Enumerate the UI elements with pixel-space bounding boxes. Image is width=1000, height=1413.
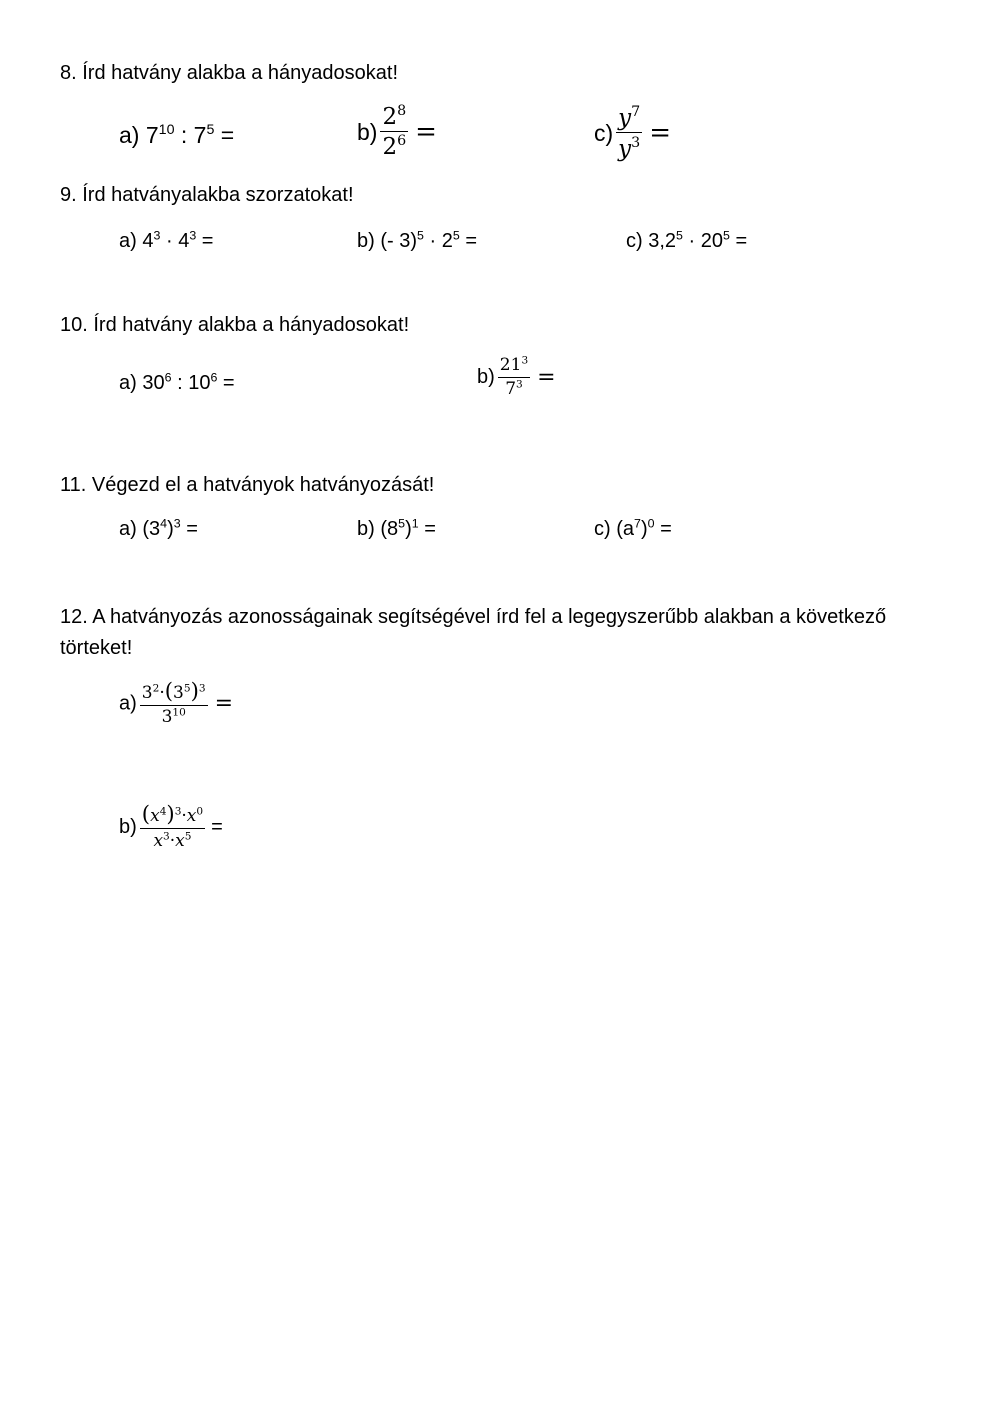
q10-a-eq: = [222,372,235,394]
q12-b-d1-exp: 3 [163,830,170,843]
q8-c-numerator [616,104,642,133]
q12-b-d2-exp: 5 [184,830,192,843]
q10-a-exp1: 6 [164,370,172,385]
q12-a-denominator [160,706,188,728]
q9-c-base1: 3,2 [648,230,677,252]
q8-c-fraction [616,104,642,163]
q8-b-denominator [380,132,408,160]
q12-b-t1-base: x [150,806,160,826]
q11-a-inner-exp: 4 [160,516,168,531]
q10-b-num-exp: 3 [521,354,529,367]
q10-b-fraction [498,356,530,399]
q9-c-exp1: 5 [676,228,683,243]
q8-item-c [594,104,671,163]
q9-c-label: c) [626,230,643,252]
q11-title: 11. Végezd el a hatványok hatványozását! [60,474,435,496]
q10-a-base2: 10 [188,372,211,394]
q10-b-eq: = [537,365,556,391]
q10-b-den-exp: 3 [516,378,523,391]
q12-b-t2-base: x [186,806,197,826]
q10-b-numerator [498,356,530,378]
q11-c-open: (a [616,518,635,540]
q12-a-den-exp: 10 [172,706,186,719]
q12-b-den-dot: · [169,831,176,852]
q10-item-b [477,356,556,399]
q12-b-fraction [140,803,205,852]
q12-a-fraction [140,680,208,728]
q11-a-outer-exp: 3 [173,516,181,531]
q11-b-open: (8 [380,518,399,540]
q12-item-a [119,680,233,728]
q12-a-t2-outer-exp: 3 [198,682,206,695]
q8-c-denominator [616,133,642,162]
q12-b-d1-base: x [153,831,164,852]
q11-c-outer-exp: 0 [647,516,655,531]
q10-a-exp2: 6 [210,370,218,385]
q11-item-a [119,518,198,541]
q12-b-t1-outer-exp: 3 [174,805,182,818]
q9-c-exp2: 5 [723,228,730,243]
q10-a-op: : [177,372,183,394]
q11-c-close: ) [640,518,648,540]
q8-item-b [357,104,437,161]
q8-a-label: a) [119,122,140,148]
q8-b-num-base: 2 [382,104,398,130]
q11-a-label: a) [119,518,137,540]
q9-b-base2: 2 [441,230,453,252]
q11-a-eq: = [186,518,198,540]
q11-item-b [357,518,436,541]
q8-c-num-exp: 7 [631,104,641,121]
q12-a-t1-exp: 2 [152,682,160,695]
q12-a-eq: = [214,691,233,717]
q11-b-close: ) [405,518,412,540]
q11-b-label: b) [357,518,375,540]
q10-title: 10. Írd hatvány alakba a hányadosokat! [60,314,410,336]
q9-c-base2: 20 [700,230,723,252]
q9-c-eq: = [735,230,748,252]
q8-a-base2: 7 [193,122,207,148]
q9-title: 9. Írd hatványalakba szorzatokat! [60,184,354,206]
q10-b-den-base: 7 [505,378,517,399]
q9-b-exp1: 5 [417,228,424,243]
q9-a-exp1: 3 [153,228,161,243]
q12-b-denominator [151,829,193,852]
q12-b-t1-inner-exp: 4 [159,805,167,818]
q8-b-num-exp: 8 [397,103,407,120]
q9-item-c [626,230,747,253]
q8-a-exp2: 5 [206,122,215,139]
q8-c-den-exp: 3 [631,135,641,152]
q8-c-eq: = [649,118,672,149]
q9-b-base1: (- 3) [380,230,418,252]
q8-b-numerator [380,104,408,132]
q9-item-b [357,230,477,253]
q12-a-t2-base: 3 [173,683,184,703]
q11-c-eq: = [660,518,672,540]
q8-c-label: c) [594,119,614,146]
q12-item-b [119,803,223,852]
q8-b-den-base: 2 [382,134,398,161]
q9-b-op: · [429,230,437,252]
q9-a-eq: = [201,230,214,252]
q11-c-inner-exp: 7 [634,516,641,531]
q11-a-open: (3 [142,518,161,540]
q8-a-op: : [180,122,188,148]
q9-a-exp2: 3 [189,228,197,243]
q12-a-den-base: 3 [161,707,173,728]
q11-b-outer-exp: 1 [411,516,419,531]
q8-item-a [119,122,234,149]
q8-a-eq: = [220,122,235,148]
q10-b-num-base: 21 [499,355,522,375]
q12-a-numerator: $3^2\cdot(3^5)^3$ [140,680,208,706]
q8-a-exp1: 10 [158,122,175,139]
q12-title-line2: törteket! [60,637,133,659]
q8-b-den-exp: 6 [397,133,407,150]
q12-a-dot: · [159,683,165,703]
q10-b-denominator [503,378,525,400]
q9-b-exp2: 5 [452,228,460,243]
q11-c-label: c) [594,518,611,540]
q10-b-label: b) [477,366,495,389]
q12-b-eq: = [211,815,223,838]
q9-b-eq: = [465,230,478,252]
q10-a-base1: 30 [142,372,165,394]
q8-c-den-base: y [618,136,632,163]
q8-c-num-base: y [618,105,632,131]
q9-a-base2: 4 [178,230,190,252]
q12-b-d2-base: x [175,831,185,852]
q8-b-fraction [380,104,408,161]
q12-a-t1-base: 3 [141,683,153,703]
q11-b-eq: = [424,518,436,540]
q12-a-t2-inner-exp: 5 [183,682,191,695]
q8-b-label: b) [357,118,378,145]
q12-title-line1: 12. A hatványozás azonosságainak segítségével írd fel a legegyszerűbb alakban a következő [60,606,887,628]
q9-a-base1: 4 [142,230,154,252]
q12-b-dot: · [181,806,187,826]
q10-a-label: a) [119,372,137,394]
q8-title: 8. Írd hatvány alakba a hányadosokat! [60,62,399,84]
q9-c-op: · [688,230,696,252]
q11-b-inner-exp: 5 [398,516,406,531]
q9-item-a [119,230,213,253]
q12-b-numerator: $(x^4)^3\cdot x^0$ [140,803,205,829]
q8-a-base1: 7 [145,122,159,148]
q9-a-op: · [165,230,173,252]
q12-b-t2-exp: 0 [196,805,204,818]
q12-a-label: a) [119,692,137,715]
q11-item-c [594,518,672,541]
q12-b-label: b) [119,815,137,838]
q10-item-a [119,372,235,395]
q11-a-close: ) [167,518,174,540]
q8-b-eq: = [415,117,437,148]
q9-a-label: a) [119,230,137,252]
q9-b-label: b) [357,230,375,252]
